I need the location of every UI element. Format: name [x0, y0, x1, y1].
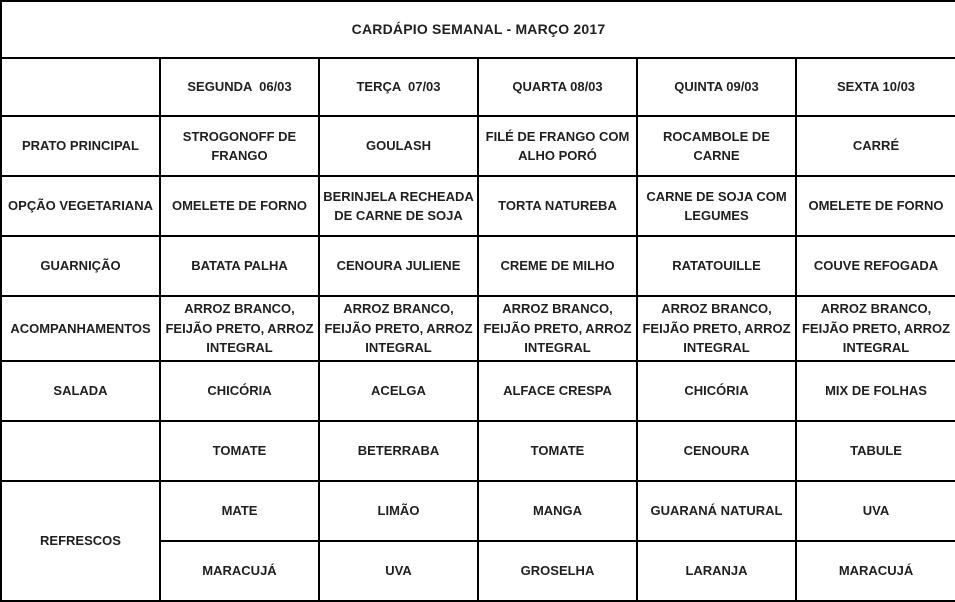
row-label-opcao-vegetariana: OPÇÃO VEGETARIANA — [1, 176, 160, 236]
menu-cell: ARROZ BRANCO, FEIJÃO PRETO, ARROZ INTEGRAL — [319, 296, 478, 361]
menu-cell: ARROZ BRANCO, FEIJÃO PRETO, ARROZ INTEGRAL — [637, 296, 796, 361]
menu-cell: BETERRABA — [319, 421, 478, 481]
menu-cell: ACELGA — [319, 361, 478, 421]
menu-cell: MIX DE FOLHAS — [796, 361, 955, 421]
menu-cell: ARROZ BRANCO, FEIJÃO PRETO, ARROZ INTEGRAL — [160, 296, 319, 361]
header-quarta: QUARTA 08/03 — [478, 58, 637, 116]
row-opcao-vegetariana — [1, 176, 955, 236]
row-acompanhamentos — [1, 296, 955, 361]
menu-cell: ALFACE CRESPA — [478, 361, 637, 421]
row-salada — [1, 361, 955, 421]
row-prato-principal — [1, 116, 955, 176]
menu-cell: STROGONOFF DE FRANGO — [160, 116, 319, 176]
row-guarnicao — [1, 236, 955, 296]
header-empty-cell — [1, 58, 160, 116]
row-salada-2 — [1, 421, 955, 481]
menu-cell: FILÉ DE FRANGO COM ALHO PORÓ — [478, 116, 637, 176]
row-label-refrescos: REFRESCOS — [1, 481, 160, 601]
menu-cell: GOULASH — [319, 116, 478, 176]
row-refrescos — [1, 481, 955, 541]
header-sexta: SEXTA 10/03 — [796, 58, 955, 116]
menu-cell: CHICÓRIA — [160, 361, 319, 421]
menu-cell: MANGA — [478, 481, 637, 541]
row-label-salada: SALADA — [1, 361, 160, 421]
row-label-prato-principal: PRATO PRINCIPAL — [1, 116, 160, 176]
menu-cell: CHICÓRIA — [637, 361, 796, 421]
menu-cell: TORTA NATUREBA — [478, 176, 637, 236]
menu-cell: GUARANÁ NATURAL — [637, 481, 796, 541]
header-row — [1, 58, 955, 116]
menu-cell: BATATA PALHA — [160, 236, 319, 296]
menu-cell: BERINJELA RECHEADA DE CARNE DE SOJA — [319, 176, 478, 236]
row-label-acompanhamentos: ACOMPANHAMENTOS — [1, 296, 160, 361]
menu-cell: UVA — [319, 541, 478, 601]
menu-cell: COUVE REFOGADA — [796, 236, 955, 296]
menu-cell: ROCAMBOLE DE CARNE — [637, 116, 796, 176]
header-quinta: QUINTA 09/03 — [637, 58, 796, 116]
menu-cell: GROSELHA — [478, 541, 637, 601]
menu-cell: RATATOUILLE — [637, 236, 796, 296]
header-segunda: SEGUNDA 06/03 — [160, 58, 319, 116]
menu-cell: CENOURA — [637, 421, 796, 481]
header-terca: TERÇA 07/03 — [319, 58, 478, 116]
menu-cell: TOMATE — [160, 421, 319, 481]
menu-cell: LARANJA — [637, 541, 796, 601]
row-label-guarnicao: GUARNIÇÃO — [1, 236, 160, 296]
menu-cell: ARROZ BRANCO, FEIJÃO PRETO, ARROZ INTEGRAL — [478, 296, 637, 361]
menu-cell: OMELETE DE FORNO — [160, 176, 319, 236]
menu-cell: CARRÉ — [796, 116, 955, 176]
row-label-empty — [1, 421, 160, 481]
title-row — [1, 1, 955, 58]
menu-cell: ARROZ BRANCO, FEIJÃO PRETO, ARROZ INTEGRAL — [796, 296, 955, 361]
menu-cell: CREME DE MILHO — [478, 236, 637, 296]
menu-cell: TABULE — [796, 421, 955, 481]
menu-cell: OMELETE DE FORNO — [796, 176, 955, 236]
menu-cell: LIMÃO — [319, 481, 478, 541]
menu-cell: MATE — [160, 481, 319, 541]
menu-cell: MARACUJÁ — [160, 541, 319, 601]
menu-cell: MARACUJÁ — [796, 541, 955, 601]
menu-cell: CARNE DE SOJA COM LEGUMES — [637, 176, 796, 236]
menu-cell: CENOURA JULIENE — [319, 236, 478, 296]
menu-cell: UVA — [796, 481, 955, 541]
page-title: CARDÁPIO SEMANAL - MARÇO 2017 — [1, 1, 955, 58]
menu-cell: TOMATE — [478, 421, 637, 481]
